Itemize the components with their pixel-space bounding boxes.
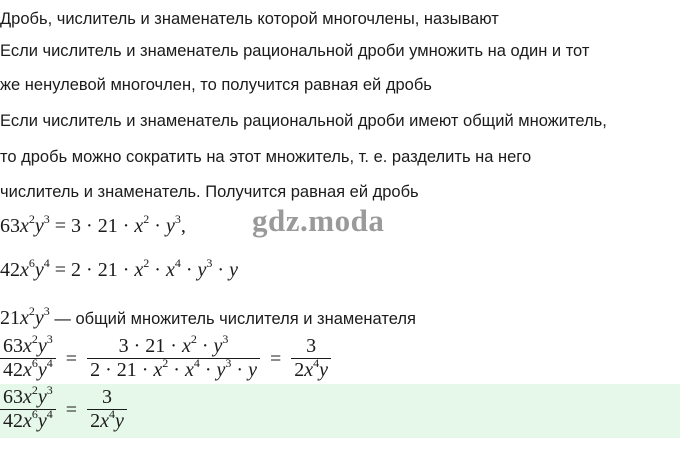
text-line-4: Если числитель и знаменатель рациональной дроби имеют общий множитель, — [0, 112, 607, 130]
common-factor-text: — общий множитель числителя и знаменателя — [49, 310, 416, 328]
answer-original: $\frac{63x^2y^3}{42x^6y^4}$ — [0, 386, 56, 433]
text-line-3: же ненулевой многочлен, то получится равная ей дробь — [0, 76, 432, 94]
answer-reduced: $\frac{3}{2x^4y}$ — [87, 386, 127, 433]
fraction-reduction: $\frac{63x^2y^3}{42x^6y^4}$ = $\frac{3 \cdot 21 \cdot x^2 \cdot y^3}{2 \cdot 21 \cdot x^2 \cdot x^4 \cdot y^3 \cdot y}$ = $\frac{3}{2x^4y}$ — [0, 335, 331, 382]
common-factor-line: $21x^2y^3$ — общий множитель числителя и знаменателя — [0, 304, 416, 329]
text-line-2: Если числитель и знаменатель рациональной дроби умножить на один и тот — [0, 42, 590, 60]
answer-fraction: $\frac{63x^2y^3}{42x^6y^4}$ = $\frac{3}{2x^4y}$ — [0, 386, 127, 433]
fraction-original: $\frac{63x^2y^3}{42x^6y^4}$ — [0, 335, 56, 382]
fraction-reduced: $\frac{3}{2x^4y}$ — [291, 335, 331, 382]
watermark-logo: gdz.moda — [252, 203, 385, 238]
fraction-expanded: $\frac{3 \cdot 21 \cdot x^2 \cdot y^3}{2 \cdot 21 \cdot x^2 \cdot x^4 \cdot y^3 \cdot y}$ — [87, 335, 260, 382]
text-line-6: числитель и знаменатель. Получится равная ей дробь — [0, 183, 419, 201]
text-line-1: Дробь, числитель и знаменатель которой многочлены, называют — [0, 10, 499, 28]
text-line-5: то дробь можно сократить на этот множитель, т. е. разделить на него — [0, 148, 532, 166]
equation-42: $42x^6y^4 = 2 \cdot 21 \cdot x^2 \cdot x^4 \cdot y^3 \cdot y$ — [0, 256, 238, 281]
equation-63: $63x^2y^3 = 3 \cdot 21 \cdot x^2 \cdot y^3$, — [0, 212, 186, 237]
